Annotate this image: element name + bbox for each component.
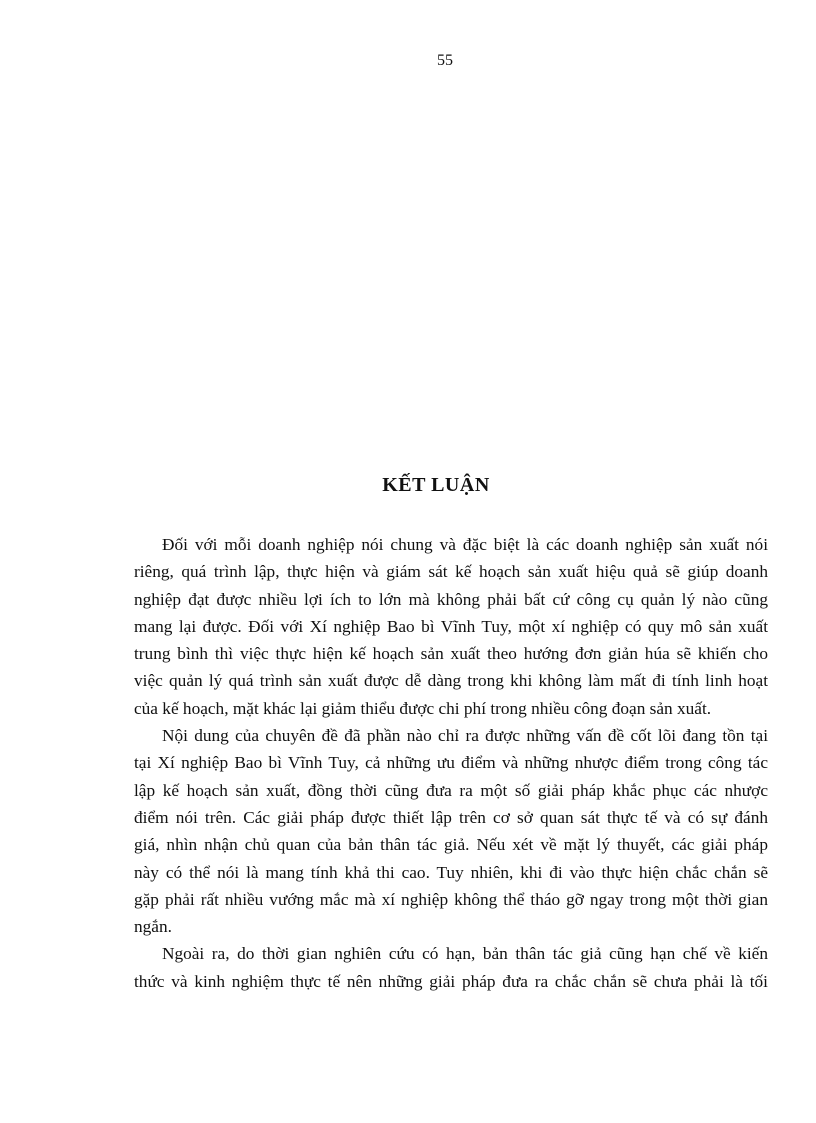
paragraph-3 — [134, 940, 768, 995]
paragraph-2 — [134, 722, 768, 940]
text-line: Đối với mỗi doanh nghiệp nói chung và đặc biệt là các doanh nghiệp sản xuất nói — [162, 535, 768, 554]
text-line: ngắn. — [134, 917, 172, 937]
text-line: trung bình thì việc thực hiện kế hoạch sản xuất theo hướng đơn giản húa sẽ khiến cho — [134, 644, 768, 664]
paragraph-1 — [134, 531, 768, 722]
text-line: gặp phải rất nhiều vướng mắc mà xí nghiệp không thể tháo gỡ ngay trong một thời gian — [134, 889, 768, 909]
text-line: riêng, quá trình lập, thực hiện và giám sát kế hoạch sản xuất hiệu quả sẽ giúp doanh — [134, 562, 768, 582]
text-line: thức và kinh nghiệm thực tế nên những giải pháp đưa ra chắc chắn sẽ chưa phải là tối — [134, 971, 768, 991]
text-line: của kế hoạch, mặt khác lại giảm thiểu được chi phí trong nhiều công đoạn sản xuất. — [134, 698, 712, 718]
body-text — [134, 531, 768, 995]
text-line: lập kế hoạch sản xuất, đồng thời cũng đưa ra một số giải pháp khắc phục các nhược — [134, 780, 768, 800]
text-line: Nội dung của chuyên đề đã phần nào chỉ ra được những vấn đề cốt lõi đang tồn tại — [162, 726, 768, 746]
text-line: mang lại được. Đối với Xí nghiệp Bao bì Vĩnh Tuy, một xí nghiệp có quy mô sản xuất — [134, 616, 768, 636]
text-line: tại Xí nghiệp Bao bì Vĩnh Tuy, cả những ưu điểm và những nhược điểm trong công tác — [134, 753, 768, 773]
text-line: này có thể nói là mang tính khả thi cao. Tuy nhiên, khi đi vào thực hiện chắc chắn sẽ — [134, 862, 768, 882]
text-line: việc quản lý quá trình sản xuất được dễ dàng trong khi không làm mất đi tính linh hoạt — [134, 671, 768, 691]
page-title: KẾT LUẬN — [382, 474, 490, 496]
text-line: Ngoài ra, do thời gian nghiên cứu có hạn, bản thân tác giả cũng hạn chế về kiến — [162, 944, 768, 964]
text-line: nghiệp đạt được nhiều lợi ích to lớn mà không phải bất cứ công cụ quản lý nào cũng — [134, 589, 768, 609]
page-number: 55 — [437, 52, 453, 69]
text-line: giá, nhìn nhận chủ quan của bản thân tác giả. Nếu xét về mặt lý thuyết, các giải pháp — [134, 835, 768, 855]
text-line: điểm nói trên. Các giải pháp được thiết lập trên cơ sở quan sát thực tế và có sự đánh — [134, 807, 768, 827]
